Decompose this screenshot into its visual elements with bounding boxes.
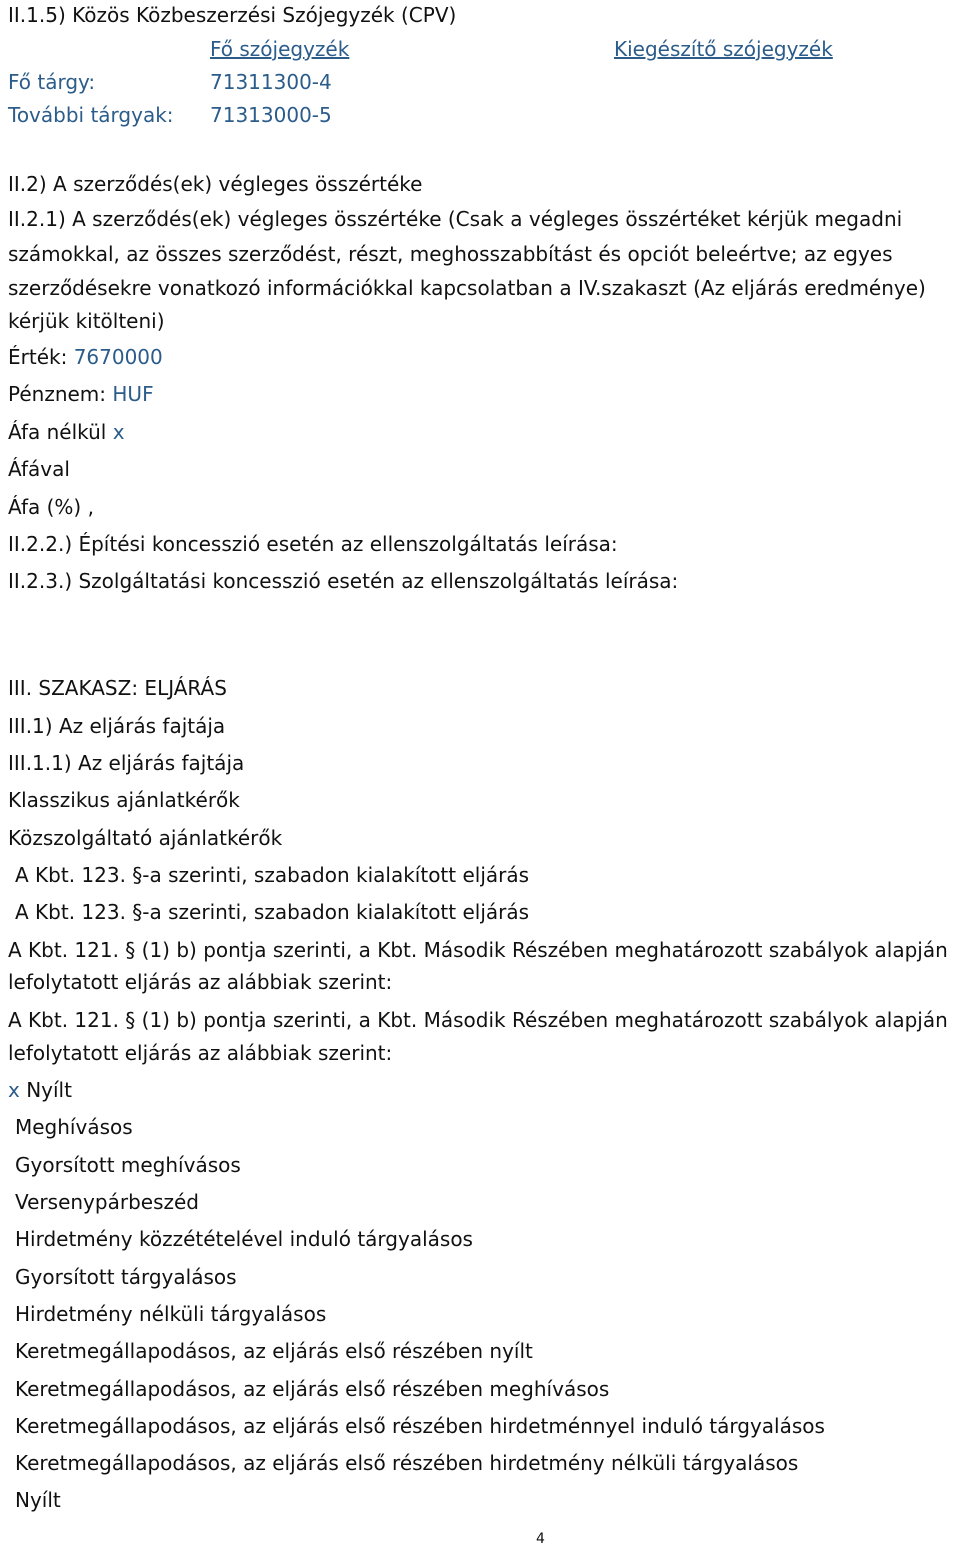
other-objects-code: 71313000-5 [210, 103, 332, 127]
procedure-option: Meghívásos [15, 1115, 133, 1139]
value-row [8, 344, 163, 370]
currency-row [8, 381, 154, 407]
kbt121-option-b-line-1: A Kbt. 121. § (1) b) pontja szerinti, a Kbt. Második Részében meghatározott szabályok alapján [8, 1008, 948, 1032]
selected-procedure-label: Nyílt [26, 1078, 72, 1102]
value-label: Érték: [8, 345, 68, 369]
supplementary-vocabulary-link[interactable]: Kiegészítő szójegyzék [614, 37, 833, 61]
procedure-subsubheading: III.1.1) Az eljárás fajtája [8, 751, 245, 775]
procedure-section-title: III. SZAKASZ: ELJÁRÁS [8, 676, 227, 700]
procedure-option: Keretmegállapodásos, az eljárás első részében hirdetménnyel induló tárgyalásos [15, 1414, 825, 1438]
value-description-line-3: szerződésekre vonatkozó információkkal kapcsolatban a IV.szakaszt (Az eljárás eredménye) [8, 276, 926, 300]
page-number: 4 [536, 1531, 545, 1547]
cpv-heading: II.1.5) Közös Közbeszerzési Szójegyzék (CPV) [8, 3, 457, 27]
procedure-option: Keretmegállapodásos, az eljárás első részében nyílt [15, 1339, 533, 1363]
main-object-code: 71311300-4 [210, 70, 332, 94]
utility-contracting-authorities: Közszolgáltató ajánlatkérők [8, 826, 283, 850]
value-description-line-1: II.2.1) A szerződés(ek) végleges összértéke (Csak a végleges összértéket kérjük megadni [8, 207, 903, 231]
main-object-label: Fő tárgy: [8, 70, 96, 94]
kbt123-option-a: A Kbt. 123. §-a szerinti, szabadon kialakított eljárás [15, 863, 530, 887]
currency-label: Pénznem: [8, 382, 107, 406]
kbt123-option-b: A Kbt. 123. §-a szerinti, szabadon kialakított eljárás [15, 900, 530, 924]
value-description-line-2: számokkal, az összes szerződést, részt, meghosszabbítást és opciót beleértve; az egyes [8, 242, 893, 266]
value-section-heading: II.2) A szerződés(ek) végleges összértéke [8, 172, 423, 196]
kbt121-option-b-line-2: lefolytatott eljárás az alábbiak szerint: [8, 1041, 393, 1065]
classic-contracting-authorities: Klasszikus ajánlatkérők [8, 788, 240, 812]
procedure-option: Gyorsított tárgyalásos [15, 1265, 237, 1289]
vat-excluded-mark: x [112, 420, 125, 444]
service-concession-heading: II.2.3.) Szolgáltatási koncesszió esetén az ellenszolgáltatás leírása: [8, 569, 679, 593]
procedure-option: Versenypárbeszéd [15, 1190, 199, 1214]
currency-value: HUF [112, 382, 154, 406]
vat-excluded-label: Áfa nélkül [8, 420, 107, 444]
value-amount: 7670000 [73, 345, 163, 369]
procedure-subheading: III.1) Az eljárás fajtája [8, 714, 226, 738]
value-description-line-4: kérjük kitölteni) [8, 309, 165, 333]
procedure-option: Hirdetmény közzétételével induló tárgyalásos [15, 1227, 473, 1251]
vat-rate-label: Áfa (%) , [8, 495, 94, 519]
selected-mark: x [8, 1078, 20, 1102]
vat-excluded-row [8, 419, 125, 445]
procedure-option: Nyílt [15, 1488, 61, 1512]
procedure-option: Hirdetmény nélküli tárgyalásos [15, 1302, 327, 1326]
works-concession-heading: II.2.2.) Építési koncesszió esetén az ellenszolgáltatás leírása: [8, 532, 618, 556]
main-vocabulary-link[interactable]: Fő szójegyzék [210, 37, 350, 61]
other-objects-label: További tárgyak: [8, 103, 174, 127]
vat-included-label: Áfával [8, 457, 70, 481]
kbt121-option-a-line-2: lefolytatott eljárás az alábbiak szerint: [8, 970, 393, 994]
procedure-option: Keretmegállapodásos, az eljárás első részében hirdetmény nélküli tárgyalásos [15, 1451, 799, 1475]
procedure-option: Gyorsított meghívásos [15, 1153, 241, 1177]
procedure-option: Keretmegállapodásos, az eljárás első részében meghívásos [15, 1377, 610, 1401]
selected-procedure-row [8, 1077, 72, 1103]
kbt121-option-a-line-1: A Kbt. 121. § (1) b) pontja szerinti, a Kbt. Második Részében meghatározott szabályok alapján [8, 938, 948, 962]
